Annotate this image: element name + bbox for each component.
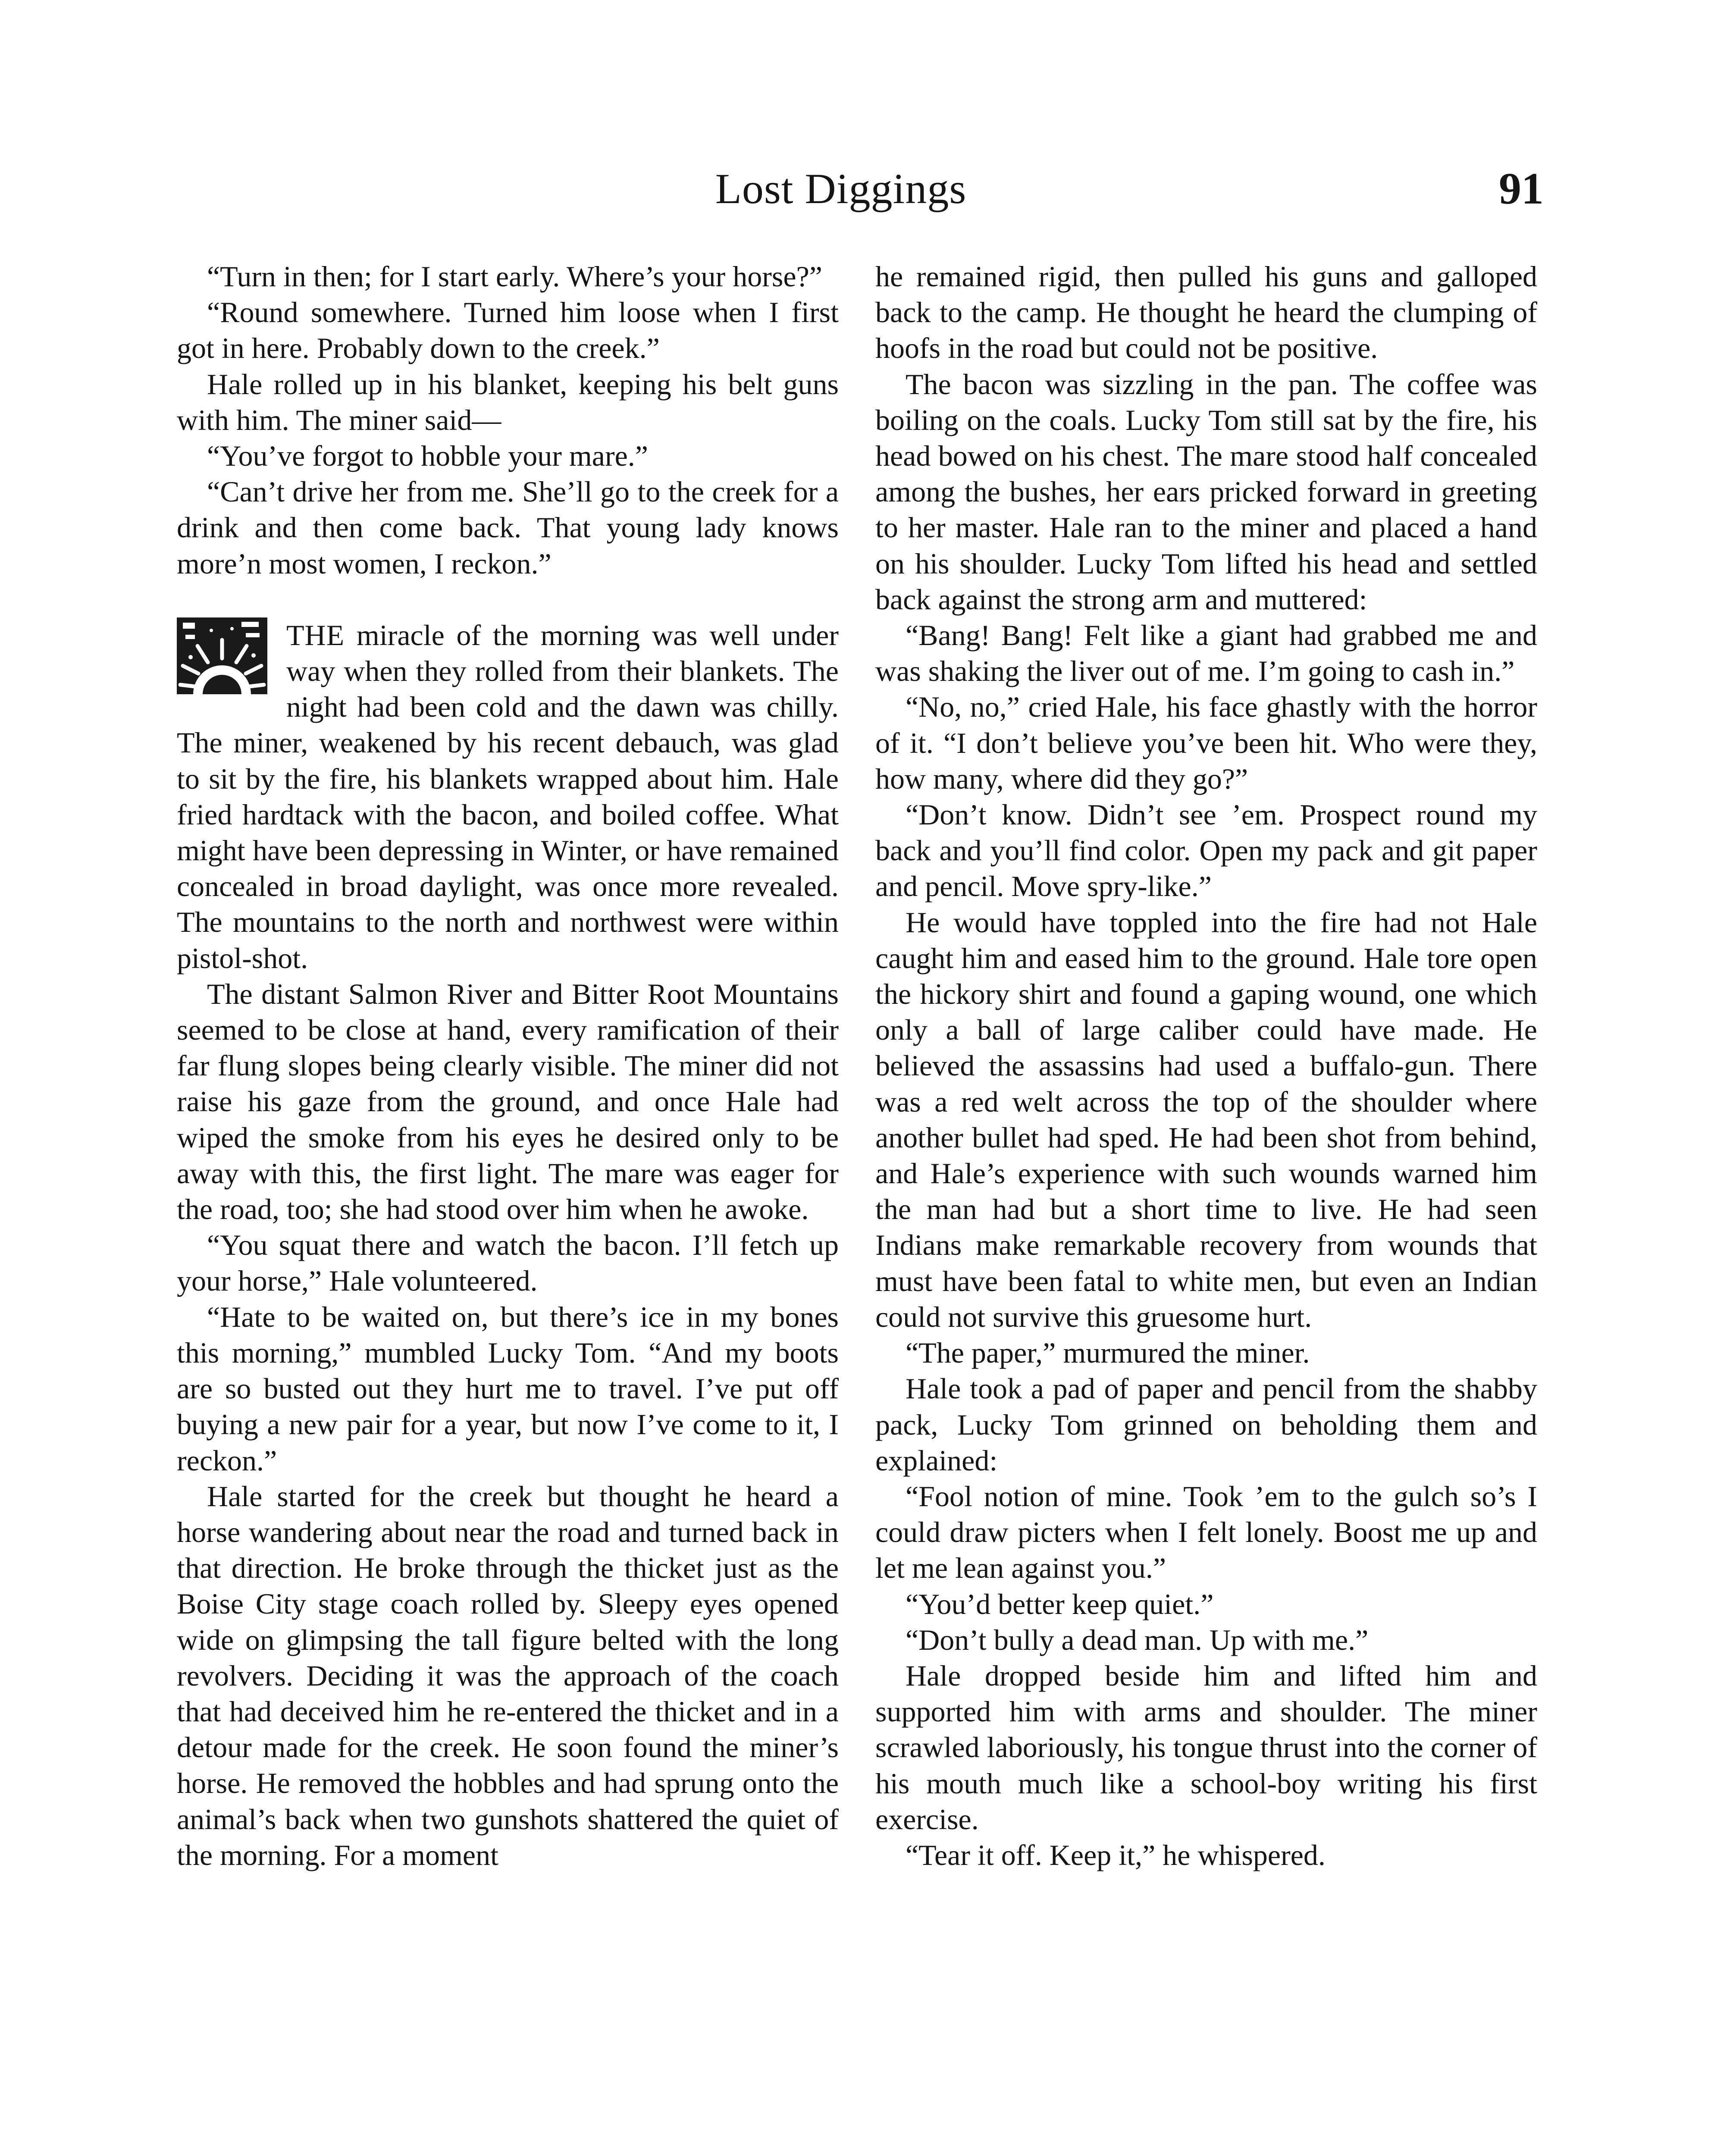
- continued-paragraph: he remained rigid, then pulled his guns and galloped back to the camp. He thought he heard the clumping of hoofs in the road but could not be positive.: [875, 260, 1537, 365]
- paragraph: He would have toppled into the fire had not Hale caught him and eased him to the ground. Hale tore open the hickory shirt and found a gaping wound, one which only a ball of large caliber could have made. He believed the assassins had used a buffalo-gun. There was a red welt across the top of the shoulder where another bullet had sped. He had been shot from behind, and Hale’s experience with such wounds warned him the man had but a short time to live. He had seen Indians make remarkable recovery from wounds that must have been fatal to white men, but even an Indian could not survive this gruesome hurt.: [875, 906, 1537, 1333]
- section-lead-word: THE: [286, 618, 345, 652]
- right-text-column: [875, 259, 1537, 2156]
- paragraph: “Don’t know. Didn’t see ’em. Prospect round my back and you’ll find color. Open my pack and git paper and pencil. Move spry-like.”: [875, 798, 1537, 903]
- paragraph: “Tear it off. Keep it,” he whispered.: [906, 1838, 1326, 1871]
- section-start-paragraph: [177, 617, 839, 976]
- paragraph: “You’ve forgot to hobble your mare.”: [207, 439, 648, 473]
- paragraph: “Don’t bully a dead man. Up with me.”: [906, 1623, 1369, 1656]
- paragraph: “Turn in then; for I start early. Where’s your horse?”: [207, 260, 822, 293]
- paragraph: “No, no,” cried Hale, his face ghastly with the horror of it. “I don’t believe you’ve been hit. Who were they, how many, where did they go?”: [875, 690, 1537, 795]
- paragraph: “You squat there and watch the bacon. I’ll fetch up your horse,” Hale volunteered.: [177, 1228, 839, 1297]
- paragraph: Hale dropped beside him and lifted him and supported him with arms and shoulder. The miner scrawled laboriously, his tongue thrust into the corner of his mouth much like a school-boy writing his first exercise.: [875, 1659, 1537, 1836]
- paragraph: The bacon was sizzling in the pan. The coffee was boiling on the coals. Lucky Tom still sat by the fire, his head bowed on his chest. The mare stood half concealed among the bushes, her ears pricked forward in greeting to her master. Hale ran to the miner and placed a hand on his shoulder. Lucky Tom lifted his head and settled back against the strong arm and muttered:: [875, 367, 1537, 616]
- paragraph: “Fool notion of mine. Took ’em to the gulch so’s I could draw picters when I felt lonely. Boost me up and let me lean against you.”: [875, 1479, 1537, 1585]
- paragraph: “Round somewhere. Turned him loose when I first got in here. Probably down to the creek.”: [177, 296, 839, 365]
- paragraph: Hale rolled up in his blanket, keeping his belt guns with him. The miner said—: [177, 367, 839, 436]
- paragraph: “Bang! Bang! Felt like a giant had grabbed me and was shaking the liver out of me. I’m going to cash in.”: [875, 619, 1537, 688]
- paragraph: “Hate to be waited on, but there’s ice in my bones this morning,” mumbled Lucky Tom. “And my boots are so busted out they hurt me to travel. I’ve put off buying a new pair for a year, but now I’ve come to it, I reckon.”: [177, 1300, 839, 1477]
- paragraph: “Can’t drive her from me. She’ll go to the creek for a drink and then come back. That young lady knows more’n most women, I reckon.”: [177, 475, 839, 580]
- sunrise-ornament-icon: [177, 617, 267, 694]
- left-text-column: [177, 259, 839, 2156]
- section-text: miracle of the morning was well under way when they rolled from their blankets. The night had been cold and the dawn was chilly. The miner, weakened by his recent debauch, was glad to sit by the fire, his blankets wrapped about him. Hale fried hardtack with the bacon, and boiled coffee. What might have been depressing in Winter, or have remained concealed in broad daylight, was once more revealed. The mountains to the north and northwest were within pistol-shot.: [177, 618, 839, 975]
- page-number: 91: [1499, 164, 1544, 213]
- paragraph: Hale took a pad of paper and pencil from the shabby pack, Lucky Tom grinned on beholding them and explained:: [875, 1372, 1537, 1477]
- running-title: Lost Diggings: [715, 165, 967, 213]
- paragraph: Hale started for the creek but thought he heard a horse wandering about near the road and turned back in that direction. He broke through the thicket just as the Boise City stage coach rolled by. Sleepy eyes opened wide on glimpsing the tall figure belted with the long revolvers. Deciding it was the approach of the coach that had deceived him he re-entered the thicket and in a detour made for the creek. He soon found the miner’s horse. He removed the hobbles and had sprung onto the animal’s back when two gunshots shattered the quiet of the morning. For a moment: [177, 1479, 839, 1871]
- paragraph: The distant Salmon River and Bitter Root Mountains seemed to be close at hand, every ramification of their far flung slopes being clearly visible. The miner did not raise his gaze from the ground, and once Hale had wiped the smoke from his eyes he desired only to be away with this, the first light. The mare was eager for the road, too; she had stood over him when he awoke.: [177, 977, 839, 1226]
- paragraph: “You’d better keep quiet.”: [906, 1587, 1214, 1620]
- paragraph: “The paper,” murmured the miner.: [906, 1336, 1310, 1369]
